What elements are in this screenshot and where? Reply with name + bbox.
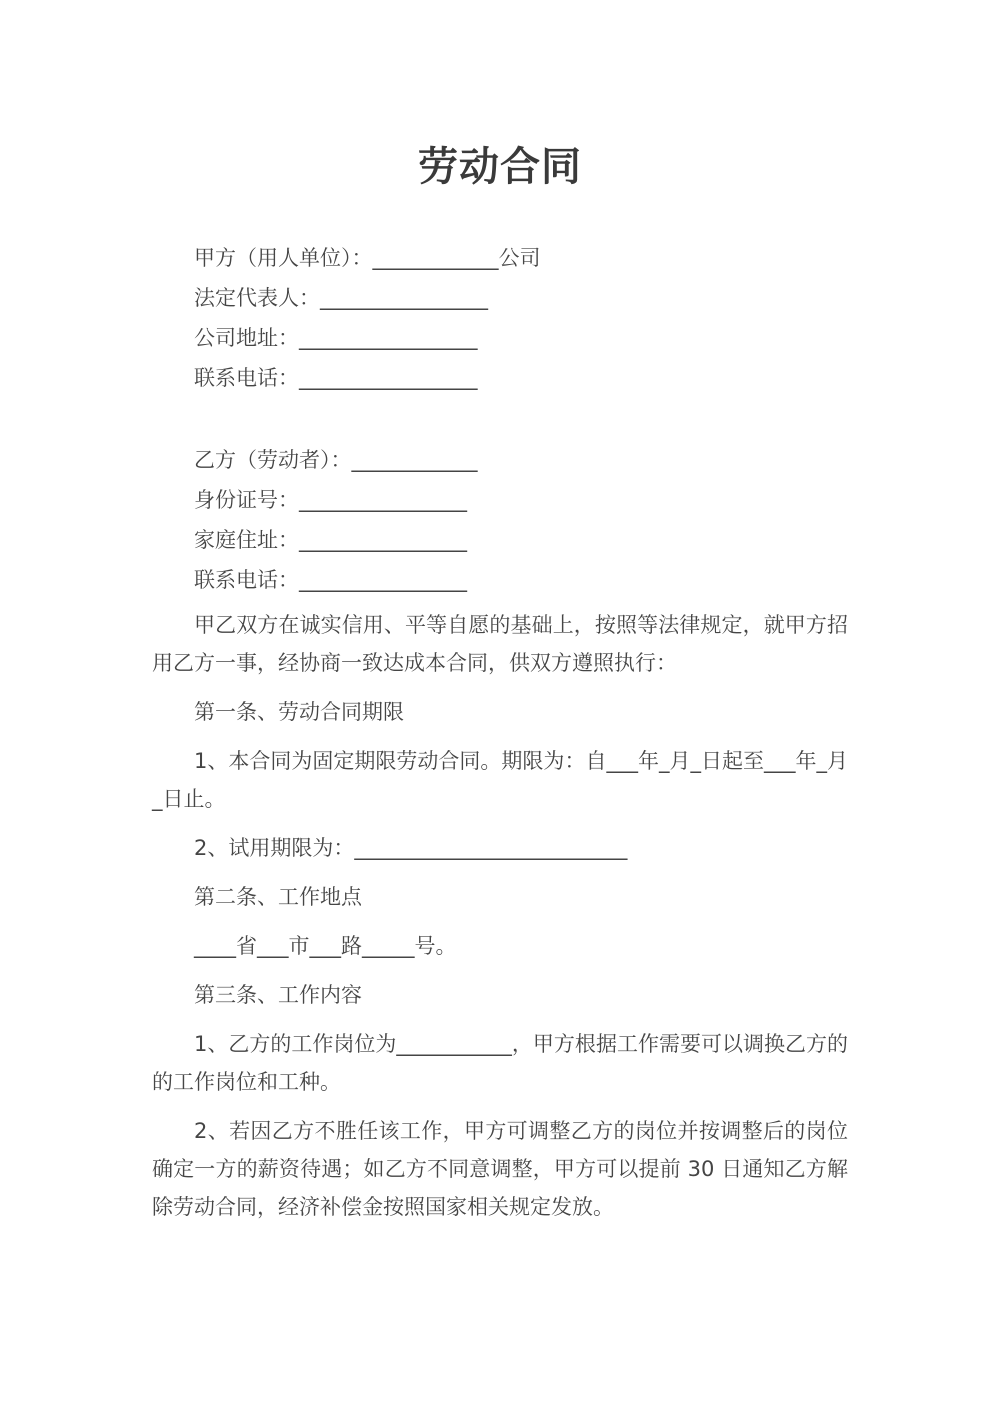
party-b-section [152,440,848,600]
party-a-representative-line: 法定代表人：________________ [194,286,488,310]
party-b-id-line: 身份证号：________________ [194,488,467,512]
party-a-section [152,238,848,398]
article-1-heading: 第一条、劳动合同期限 [194,700,404,724]
article-3-heading: 第三条、工作内容 [194,983,362,1007]
article-2-clause-1: ____省___市___路_____号。 [194,934,457,958]
article-3-clause-2: 2、若因乙方不胜任该工作，甲方可调整乙方的岗位并按调整后的岗位确定一方的薪资待遇；如乙方不同意调整，甲方可以提前 30 日通知乙方解除劳动合同，经济补偿金按照国家相关规定发放。 [152,1119,848,1219]
party-b-name-line: 乙方（劳动者）：____________ [194,448,478,472]
article-3-clause-1: 1、乙方的工作岗位为___________，甲方根据工作需要可以调换乙方的的工作岗位和工种。 [152,1032,848,1094]
article-2-heading: 第二条、工作地点 [194,885,362,909]
party-b-phone-line: 联系电话：________________ [194,568,467,592]
article-1-clause-1: 1、本合同为固定期限劳动合同。期限为：自___年_月_日起至___年_月_日止。 [152,749,848,811]
party-a-name-line: 甲方（用人单位）：____________公司 [194,246,541,270]
preamble-paragraph: 甲乙双方在诚实信用、平等自愿的基础上，按照等法律规定，就甲方招用乙方一事，经协商一致达成本合同，供双方遵照执行： [152,613,848,675]
party-b-home-address-line: 家庭住址：________________ [194,528,467,552]
party-a-phone-line: 联系电话：_________________ [194,366,478,390]
contract-body [152,606,848,1226]
article-1-clause-2: 2、试用期限为：__________________________ [194,836,628,860]
party-a-address-line: 公司地址：_________________ [194,326,478,350]
document-title: 劳动合同 [418,144,582,190]
